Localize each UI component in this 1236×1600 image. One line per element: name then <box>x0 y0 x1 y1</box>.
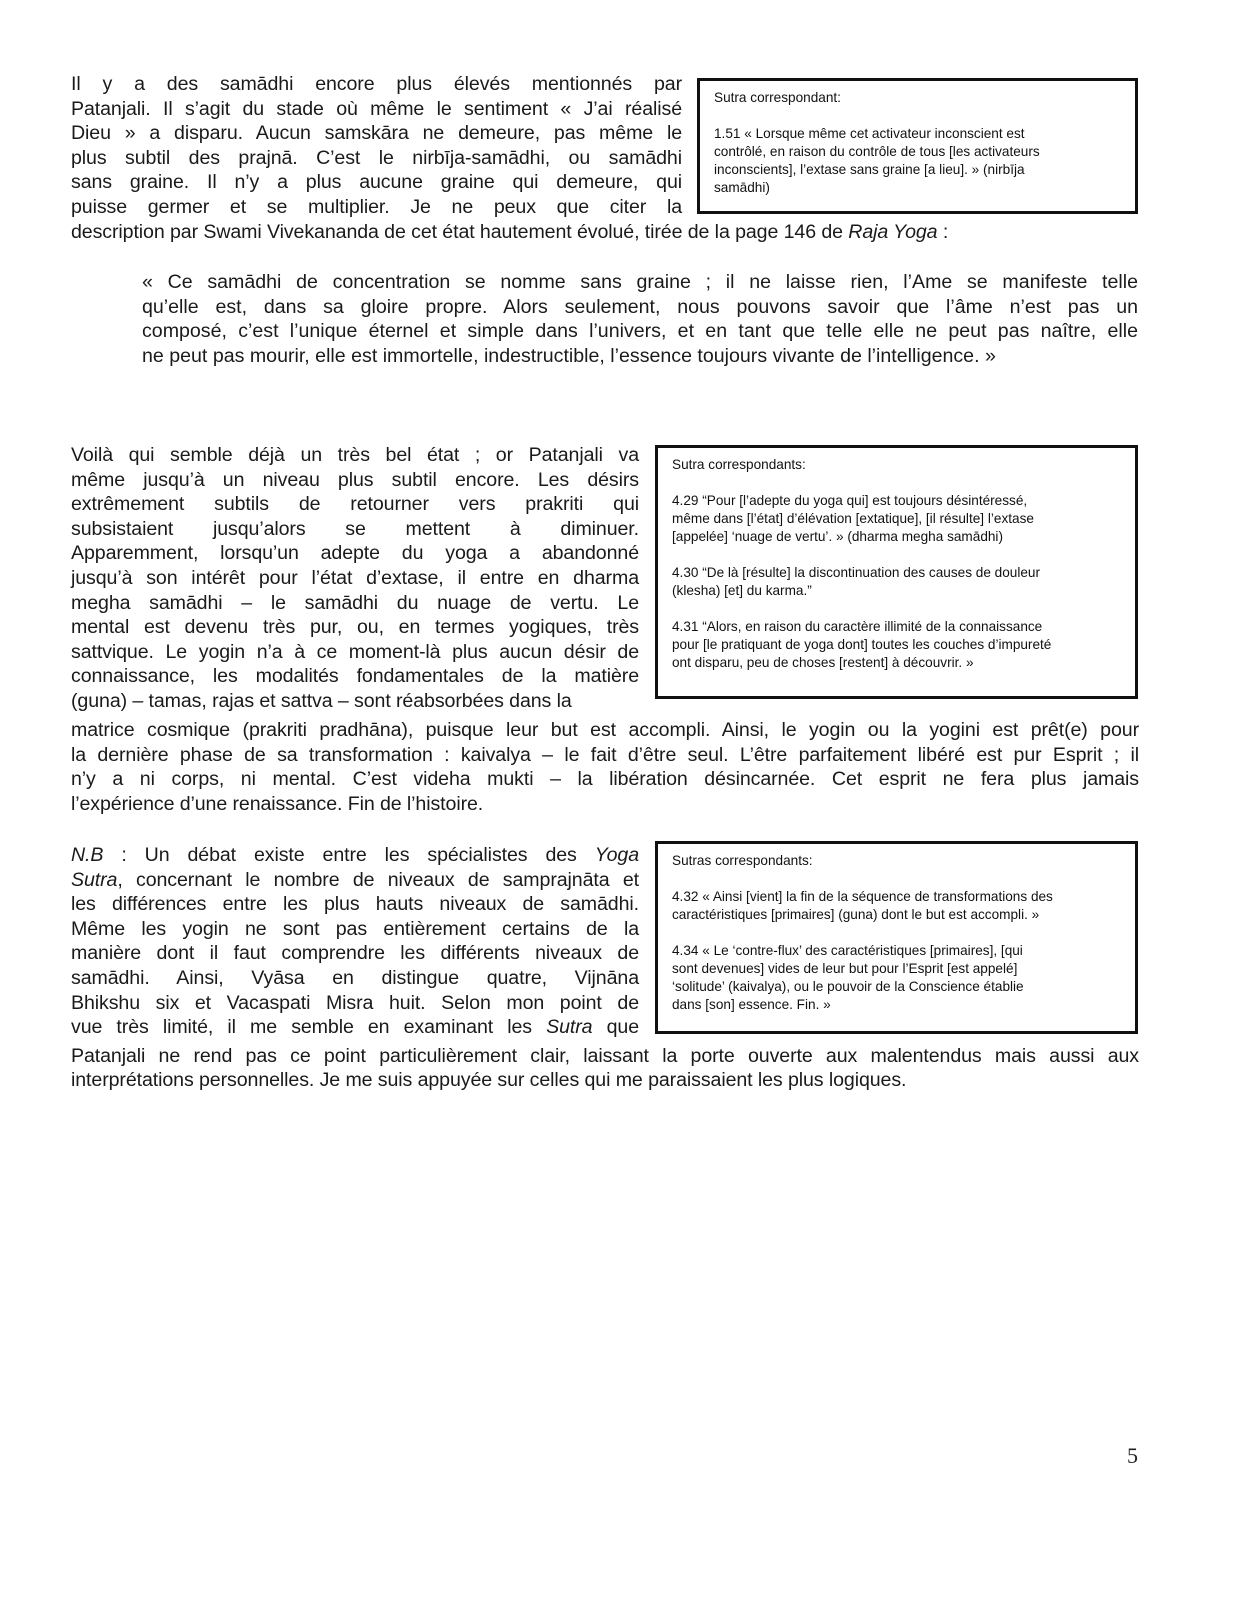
sutra-text: dans [son] essence. Fin. » <box>672 997 831 1012</box>
sutra-sidebox-3 <box>655 841 1138 1034</box>
sutra-text: sont devenues] vides de leur but pour l’Esprit [est appelé] <box>672 961 1018 976</box>
page-number: 5 <box>1127 1443 1138 1468</box>
book-title: Sutra <box>546 1016 593 1039</box>
text-line: Apparemment, lorsqu’un adepte du yoga a abandonné <box>71 542 639 565</box>
text-line: Voilà qui semble déjà un très bel état ; or Patanjali va <box>71 444 639 466</box>
sutra-text: caractéristiques [primaires] (guna) dont le but est accompli. » <box>672 907 1040 922</box>
text-line <box>71 1015 639 1040</box>
text-line: mental est devenu très pur, ou, en termes yogiques, très <box>71 616 639 639</box>
text-line: Il y a des samādhi encore plus élevés mentionnés par <box>71 73 682 95</box>
text-line: sans graine. Il n’y a plus aucune graine qui demeure, qui <box>71 171 682 194</box>
text-line <box>71 843 639 868</box>
paragraph-nirbija-last-line <box>71 220 1141 245</box>
paragraph-dharma-megha <box>71 443 639 714</box>
text-line: subsistaient jusqu’alors se mettent à diminuer. <box>71 517 639 540</box>
sutra-text: même dans [l’état] d’élévation [extatique], [il résulte] l’extase <box>672 511 1034 526</box>
sutra-sidebox-1 <box>697 78 1138 214</box>
text-line: Patanjali ne rend pas ce point particulièrement clair, laissant la porte ouverte aux malentendus mais aussi aux <box>71 1044 1139 1067</box>
sutra-text: ‘solitude’ (kaivalya), ou le pouvoir de la Conscience établie <box>672 979 1024 994</box>
sutra-sidebox-2 <box>655 445 1138 699</box>
text-line: Patanjali. Il s’agit du stade où même le sentiment « J’ai réalisé <box>71 97 682 120</box>
sutra-text: (klesha) [et] du karma.” <box>672 583 812 598</box>
sutra-text: 4.30 “De là [résulte] la discontinuation des causes de douleur <box>672 565 1041 580</box>
sutra-text: 4.29 “Pour [l’adepte du yoga qui] est toujours désintéressé, <box>672 493 1028 508</box>
text-span: description par Swami Vivekananda de cet état hautement évolué, tirée de la page 146 de <box>71 220 849 243</box>
text-line: l’expérience d’une renaissance. Fin de l’histoire. <box>71 792 484 815</box>
sidebox-title: Sutras correspondants: <box>672 853 813 868</box>
sidebox-title: Sutra correspondant: <box>714 90 841 105</box>
text-span: , concernant le nombre de niveaux de samprajnāta et <box>117 868 639 891</box>
text-span: vue très limité, il me semble en examinant les <box>71 1016 547 1039</box>
quote-line: ne peut pas mourir, elle est immortelle, indestructible, l’essence toujours vivante de l’intelligence. » <box>142 344 996 367</box>
book-title: Raja Yoga <box>848 220 938 243</box>
text-span: : <box>937 220 949 243</box>
text-line: Bhikshu six et Vacaspati Misra huit. Selon mon point de <box>71 991 639 1014</box>
quote-line: composé, c’est l’unique éternel et simple dans l’univers, et en tant que telle elle ne peut pas naître, elle <box>142 320 1138 343</box>
text-line: puisse germer et se multiplier. Je ne peux que citer la <box>71 195 682 218</box>
sutra-text: 4.31 “Alors, en raison du caractère illimité de la connaissance <box>672 619 1043 634</box>
text-line: (guna) – tamas, rajas et sattva – sont réabsorbées dans la <box>71 689 572 712</box>
paragraph-nb-wide <box>71 1044 1139 1093</box>
text-line: même jusqu’à un niveau plus subtil encore. Les désirs <box>71 468 639 491</box>
text-line: la dernière phase de sa transformation : kaivalya – le fait d’être seul. L’être parfaitement libéré est pur Esprit ; il <box>71 743 1139 766</box>
sutra-text: 1.51 « Lorsque même cet activateur inconscient est <box>714 126 1025 141</box>
text-line: Dieu » a disparu. Aucun samskāra ne demeure, pas même le <box>71 122 682 145</box>
nb-label: N.B <box>71 844 104 866</box>
text-line <box>71 220 1141 245</box>
text-line: les différences entre les plus hauts niveaux de samādhi. <box>71 893 639 916</box>
text-line <box>71 868 639 893</box>
text-span: que <box>592 1016 639 1039</box>
text-line: connaissance, les modalités fondamentales de la matière <box>71 665 639 688</box>
paragraph-dharma-megha-wide <box>71 718 1139 816</box>
text-line: megha samādhi – le samādhi du nuage de vertu. Le <box>71 591 639 614</box>
paragraph-nirbija <box>71 72 682 220</box>
text-line: interprétations personnelles. Je me suis appuyée sur celles qui me paraissaient les plus logiques. <box>71 1069 907 1092</box>
sutra-text: 4.34 « Le ‘contre-flux’ des caractéristiques [primaires], [qui <box>672 943 1023 958</box>
vivekananda-quote <box>142 270 1138 368</box>
text-line: matrice cosmique (prakriti pradhāna), puisque leur but est accompli. Ainsi, le yogin ou la yogini est prêt(e) pour <box>71 719 1139 741</box>
sidebox-title: Sutra correspondants: <box>672 457 806 472</box>
sutra-text: inconscients], l’extase sans graine [a lieu]. » (nirbīja <box>714 162 1025 177</box>
text-span: : Un débat existe entre les spécialistes des <box>103 844 595 866</box>
quote-line: qu’elle est, dans sa gloire propre. Alors seulement, nous pouvons savoir que l’âme n’est pas un <box>142 295 1138 318</box>
text-line: n’y a ni corps, ni mental. C’est videha mukti – la libération désincarnée. Cet esprit ne fera plus jamais <box>71 768 1139 791</box>
sutra-text: pour [le pratiquant de yoga dont] toutes les couches d’impureté <box>672 637 1052 652</box>
text-line: samādhi. Ainsi, Vyāsa en distingue quatre, Vijnāna <box>71 966 639 989</box>
sutra-text: contrôlé, en raison du contrôle de tous [les activateurs <box>714 144 1040 159</box>
sutra-text: [appelée] ‘nuage de vertu’. » (dharma megha samādhi) <box>672 529 1003 544</box>
quote-line: « Ce samādhi de concentration se nomme sans graine ; il ne laisse rien, l’Ame se manifeste telle <box>142 271 1138 293</box>
text-line: sattvique. Le yogin n’a à ce moment-là plus aucun désir de <box>71 640 639 663</box>
sutra-text: 4.32 « Ainsi [vient] la fin de la séquence de transformations des <box>672 889 1053 904</box>
book-title: Yoga <box>594 844 639 866</box>
text-line: extrêmement subtils de retourner vers prakriti qui <box>71 493 639 516</box>
text-line: jusqu’à son intérêt pour l’état d’extase, il entre en dharma <box>71 566 639 589</box>
paragraph-nb <box>71 843 639 1040</box>
text-line: Même les yogin ne sont pas entièrement certains de la <box>71 917 639 940</box>
text-line: plus subtil des prajnā. C’est le nirbīja-samādhi, ou samādhi <box>71 146 682 169</box>
book-title: Sutra <box>71 868 118 891</box>
text-line: manière dont il faut comprendre les différents niveaux de <box>71 942 639 965</box>
sutra-text: ont disparu, peu de choses [restent] à découvrir. » <box>672 655 974 670</box>
sutra-text: samādhi) <box>714 180 770 195</box>
